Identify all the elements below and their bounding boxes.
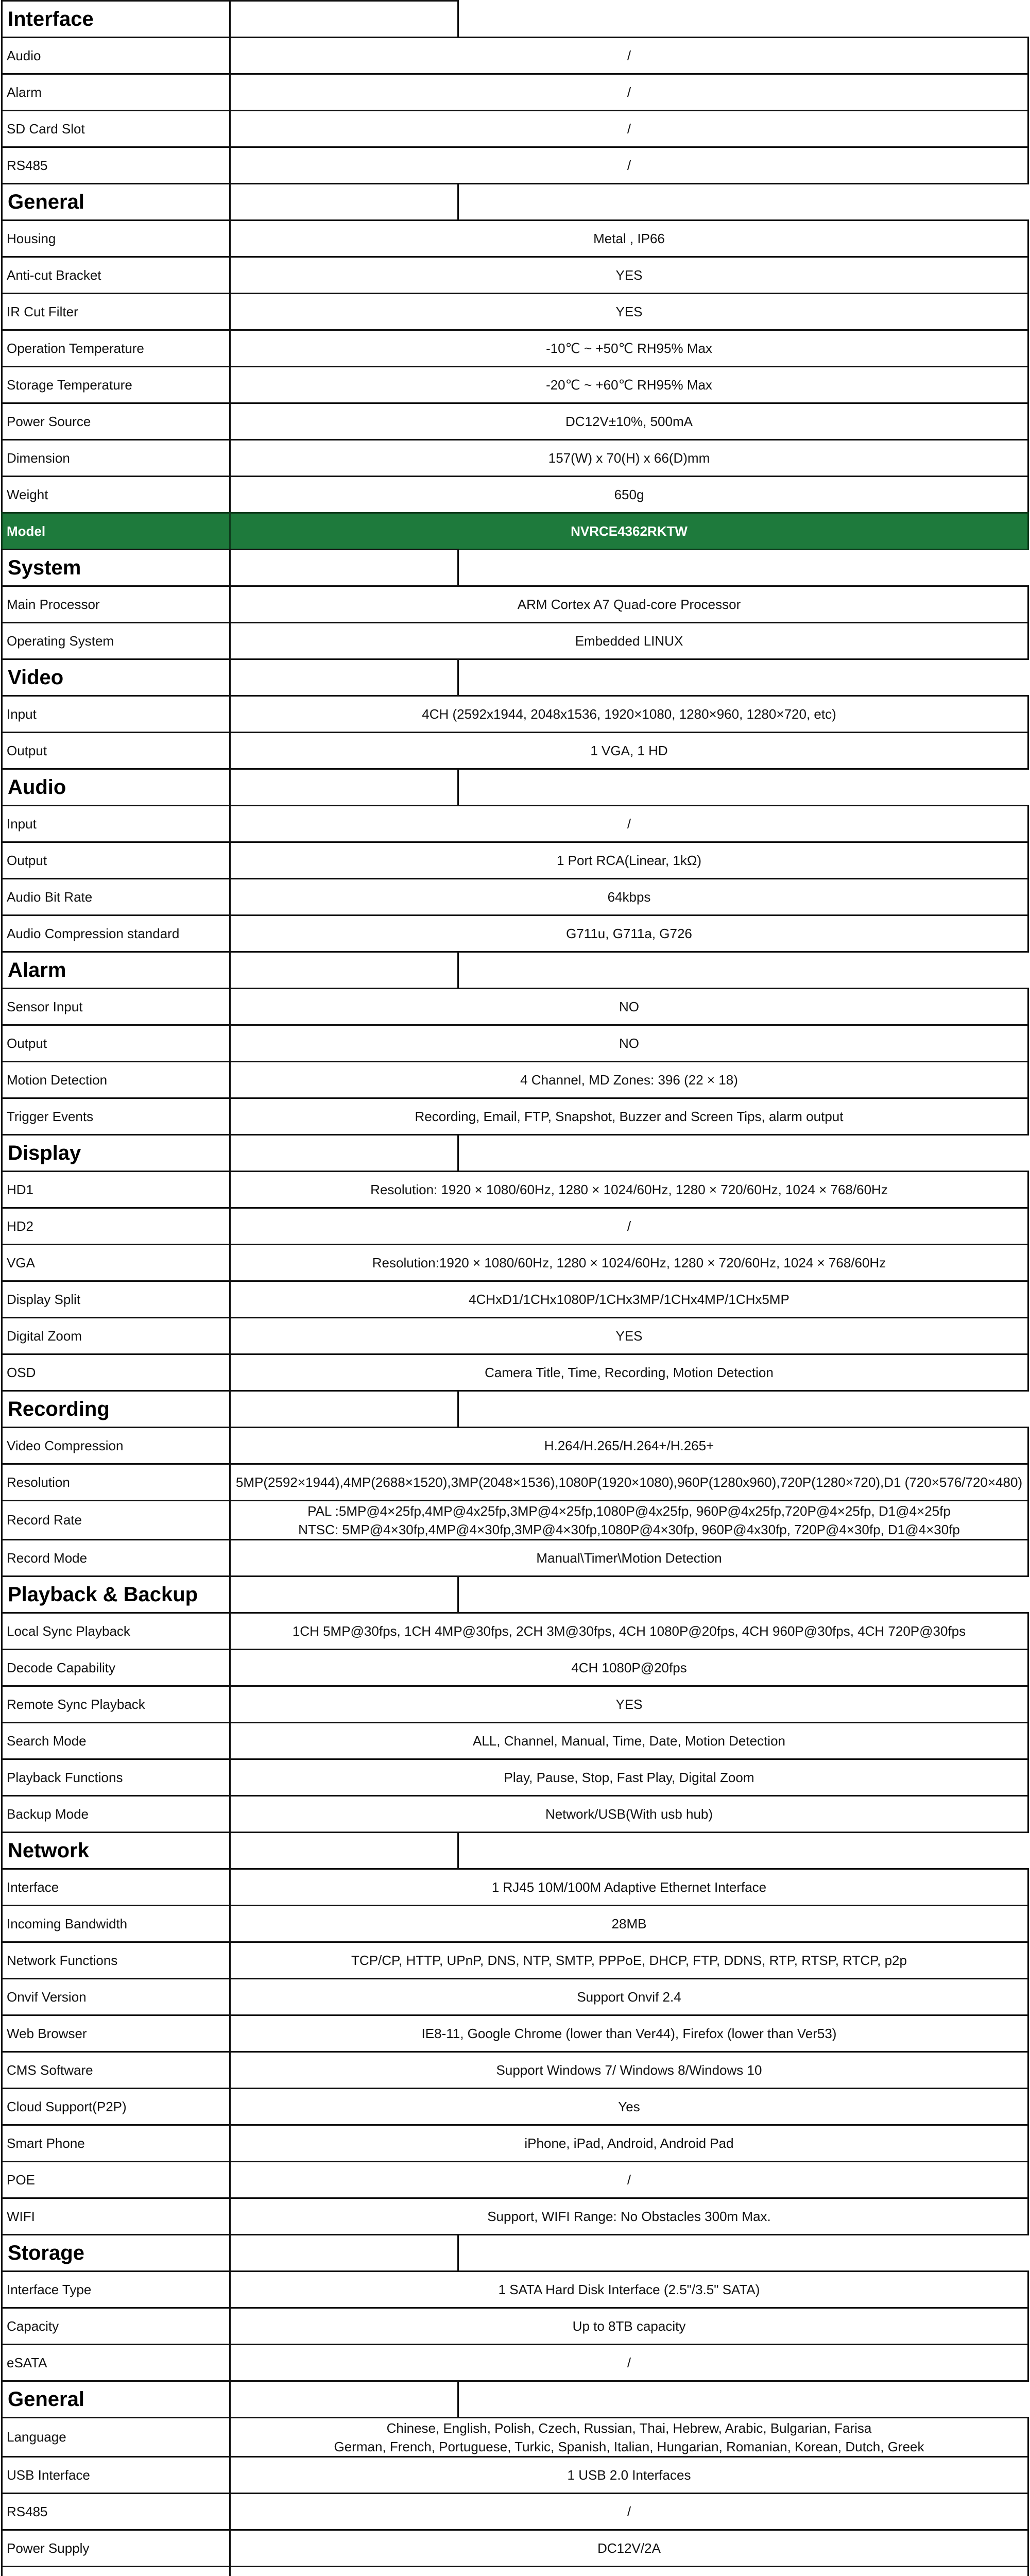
section-header-interface: [0, 0, 1030, 38]
spec-label: [1, 2566, 231, 2576]
spec-row-output: [0, 1024, 1030, 1062]
section-header-display: [0, 1134, 1030, 1172]
spec-value: 4CH (2592x1944, 2048x1536, 1920×1080, 1280×960, 1280×720, etc): [229, 695, 1029, 733]
spec-row-decode-capability: [0, 1649, 1030, 1687]
spec-row-weight: [0, 476, 1030, 514]
spec-value: 1 VGA, 1 HD: [229, 732, 1029, 770]
spec-row-local-sync-playback: [0, 1612, 1030, 1650]
spec-label: USB Interface: [1, 2456, 231, 2494]
spec-value: Support Windows 7/ Windows 8/Windows 10: [229, 2051, 1029, 2089]
spec-value: 1CH 5MP@30fps, 1CH 4MP@30fps, 2CH 3M@30fps, 4CH 1080P@20fps, 4CH 960P@30fps, 4CH 720P@30fps: [229, 1612, 1029, 1650]
section-spacer: [229, 183, 459, 221]
spec-label: Remote Sync Playback: [1, 1685, 231, 1723]
spec-row-backup-mode: [0, 1795, 1030, 1833]
section-header-storage: [0, 2234, 1030, 2272]
spec-value: /: [229, 1207, 1029, 1245]
section-title: Network: [1, 1832, 231, 1870]
spec-row-smart-phone: [0, 2124, 1030, 2162]
spec-value: 64kbps: [229, 878, 1029, 916]
spec-row-working-environment: [0, 2566, 1030, 2576]
spec-row-housing: [0, 219, 1030, 258]
section-title: Interface: [1, 0, 231, 38]
section-spacer: [229, 0, 459, 38]
section-spacer: [229, 1575, 459, 1614]
spec-label: Audio: [1, 37, 231, 75]
spec-label: Digital Zoom: [1, 1317, 231, 1355]
spec-label: Smart Phone: [1, 2124, 231, 2162]
spec-value-line: Chinese, English, Polish, Czech, Russian, Thai, Hebrew, Arabic, Bulgarian, Farisa: [386, 2420, 872, 2436]
spec-label: OSD: [1, 1353, 231, 1392]
section-spacer: [229, 658, 459, 697]
spec-label: RS485: [1, 146, 231, 184]
spec-value: -20℃ ~ +60℃ RH95% Max: [229, 366, 1029, 404]
section-header-playback-backup: [0, 1575, 1030, 1614]
section-title: Storage: [1, 2234, 231, 2272]
section-title: Video: [1, 658, 231, 697]
spec-row-model: [0, 512, 1030, 550]
spec-label: Search Mode: [1, 1722, 231, 1760]
spec-row-hd2: [0, 1207, 1030, 1245]
spec-value: DC12V±10%, 500mA: [229, 402, 1029, 440]
spec-label: Trigger Events: [1, 1097, 231, 1136]
spec-value: NVRCE4362RKTW: [229, 512, 1029, 550]
spec-label: Operating System: [1, 622, 231, 660]
spec-row-network-functions: [0, 1941, 1030, 1979]
spec-row-wifi: [0, 2197, 1030, 2235]
section-header-network: [0, 1832, 1030, 1870]
section-title: Recording: [1, 1390, 231, 1428]
spec-value: G711u, G711a, G726: [229, 914, 1029, 953]
spec-value: Play, Pause, Stop, Fast Play, Digital Zoom: [229, 1758, 1029, 1797]
spec-value-line: NTSC: 5MP@4×30fp,4MP@4×30fp,3MP@4×30fp,1080P@4×30fp, 960P@4x30fp, 720P@4×30fp, D1@4×30fp: [298, 1521, 960, 1537]
spec-row-osd: [0, 1353, 1030, 1392]
spec-row-web-browser: [0, 2014, 1030, 2053]
spec-value: 650g: [229, 476, 1029, 514]
spec-value: [229, 1500, 1029, 1540]
spec-label: Weight: [1, 476, 231, 514]
spec-value: 1 RJ45 10M/100M Adaptive Ethernet Interface: [229, 1868, 1029, 1906]
spec-value: /: [229, 805, 1029, 843]
spec-label: SD Card Slot: [1, 110, 231, 148]
spec-value-line: PAL :5MP@4×25fp,4MP@4x25fp,3MP@4×25fp,1080P@4x25fp, 960P@4x25fp,720P@4×25fp, D1@4×25fp: [307, 1503, 951, 1519]
spec-row-motion-detection: [0, 1061, 1030, 1099]
spec-value: /: [229, 2493, 1029, 2531]
spec-row-cloud-support-p2p: [0, 2088, 1030, 2126]
spec-value: [229, 2566, 1029, 2576]
spec-row-cms-software: [0, 2051, 1030, 2089]
spec-row-poe: [0, 2161, 1030, 2199]
spec-row-hd1: [0, 1171, 1030, 1209]
spec-value: NO: [229, 988, 1029, 1026]
spec-label: Interface Type: [1, 2270, 231, 2309]
spec-value: Metal , IP66: [229, 219, 1029, 258]
spec-value: 1 SATA Hard Disk Interface (2.5"/3.5" SATA): [229, 2270, 1029, 2309]
spec-label: Web Browser: [1, 2014, 231, 2053]
spec-row-display-split: [0, 1280, 1030, 1318]
section-spacer: [229, 2380, 459, 2418]
spec-label: CMS Software: [1, 2051, 231, 2089]
section-header-general: [0, 2380, 1030, 2418]
spec-label: Output: [1, 841, 231, 879]
spec-label: Network Functions: [1, 1941, 231, 1979]
spec-value: 1 Port RCA(Linear, 1kΩ): [229, 841, 1029, 879]
spec-value: Support, WIFI Range: No Obstacles 300m Max.: [229, 2197, 1029, 2235]
spec-value: ALL, Channel, Manual, Time, Date, Motion Detection: [229, 1722, 1029, 1760]
spec-label: Main Processor: [1, 585, 231, 623]
spec-value: -10℃ ~ +50℃ RH95% Max: [229, 329, 1029, 367]
spec-label: Input: [1, 695, 231, 733]
section-spacer: [229, 1832, 459, 1870]
spec-value: 1 USB 2.0 Interfaces: [229, 2456, 1029, 2494]
section-title: Playback & Backup: [1, 1575, 231, 1614]
spec-row-input: [0, 695, 1030, 733]
spec-label: RS485: [1, 2493, 231, 2531]
spec-label: Playback Functions: [1, 1758, 231, 1797]
spec-value: /: [229, 2344, 1029, 2382]
spec-row-language: [0, 2417, 1030, 2458]
spec-row-sensor-input: [0, 988, 1030, 1026]
spec-value: DC12V/2A: [229, 2529, 1029, 2567]
section-spacer: [229, 1134, 459, 1172]
spec-row-ir-cut-filter: [0, 293, 1030, 331]
spec-label: HD1: [1, 1171, 231, 1209]
spec-value: 4CH 1080P@20fps: [229, 1649, 1029, 1687]
spec-row-dimension: [0, 439, 1030, 477]
section-spacer: [229, 1390, 459, 1428]
spec-value: 4 Channel, MD Zones: 396 (22 × 18): [229, 1061, 1029, 1099]
spec-row-output: [0, 841, 1030, 879]
spec-value: YES: [229, 1317, 1029, 1355]
section-header-video: [0, 658, 1030, 697]
spec-row-sd-card-slot: [0, 110, 1030, 148]
section-spacer: [229, 549, 459, 587]
spec-value: 4CHxD1/1CHx1080P/1CHx3MP/1CHx4MP/1CHx5MP: [229, 1280, 1029, 1318]
spec-label: WIFI: [1, 2197, 231, 2235]
spec-label: Local Sync Playback: [1, 1612, 231, 1650]
spec-value: /: [229, 37, 1029, 75]
spec-label: Anti-cut Bracket: [1, 256, 231, 294]
spec-value: YES: [229, 256, 1029, 294]
section-title: Display: [1, 1134, 231, 1172]
spec-row-esata: [0, 2344, 1030, 2382]
spec-row-record-mode: [0, 1539, 1030, 1577]
spec-row-trigger-events: [0, 1097, 1030, 1136]
section-header-system: [0, 549, 1030, 587]
spec-row-resolution: [0, 1463, 1030, 1501]
spec-row-digital-zoom: [0, 1317, 1030, 1355]
spec-value: Recording, Email, FTP, Snapshot, Buzzer and Screen Tips, alarm output: [229, 1097, 1029, 1136]
section-header-general: [0, 183, 1030, 221]
spec-value: Up to 8TB capacity: [229, 2307, 1029, 2345]
spec-row-anti-cut-bracket: [0, 256, 1030, 294]
spec-label: Onvif Version: [1, 1978, 231, 2016]
spec-row-power-source: [0, 402, 1030, 440]
spec-value: 28MB: [229, 1905, 1029, 1943]
spec-value: /: [229, 146, 1029, 184]
spec-value: Embedded LINUX: [229, 622, 1029, 660]
spec-value: iPhone, iPad, Android, Android Pad: [229, 2124, 1029, 2162]
section-spacer: [229, 2234, 459, 2272]
spec-value: Resolution: 1920 × 1080/60Hz, 1280 × 1024/60Hz, 1280 × 720/60Hz, 1024 × 768/60Hz: [229, 1171, 1029, 1209]
spec-label: Storage Temperature: [1, 366, 231, 404]
section-title: System: [1, 549, 231, 587]
section-title: General: [1, 2380, 231, 2418]
spec-label: Record Rate: [1, 1500, 231, 1540]
spec-value: H.264/H.265/H.264+/H.265+: [229, 1427, 1029, 1465]
spec-value: ARM Cortex A7 Quad-core Processor: [229, 585, 1029, 623]
spec-row-storage-temperature: [0, 366, 1030, 404]
spec-row-audio-compression-standard: [0, 914, 1030, 953]
spec-row-remote-sync-playback: [0, 1685, 1030, 1723]
section-header-audio: [0, 768, 1030, 806]
spec-row-main-processor: [0, 585, 1030, 623]
spec-row-operating-system: [0, 622, 1030, 660]
spec-label: Resolution: [1, 1463, 231, 1501]
spec-value: 157(W) x 70(H) x 66(D)mm: [229, 439, 1029, 477]
section-spacer: [229, 951, 459, 989]
spec-row-rs485: [0, 2493, 1030, 2531]
spec-label: Power Source: [1, 402, 231, 440]
spec-label: IR Cut Filter: [1, 293, 231, 331]
spec-label: Alarm: [1, 73, 231, 111]
spec-value: Resolution:1920 × 1080/60Hz, 1280 × 1024/60Hz, 1280 × 720/60Hz, 1024 × 768/60Hz: [229, 1244, 1029, 1282]
spec-row-output: [0, 732, 1030, 770]
spec-label: Video Compression: [1, 1427, 231, 1465]
spec-value: YES: [229, 293, 1029, 331]
spec-label: Model: [1, 512, 231, 550]
spec-label: Output: [1, 732, 231, 770]
spec-value: Yes: [229, 2088, 1029, 2126]
section-title: General: [1, 183, 231, 221]
spec-value: /: [229, 73, 1029, 111]
spec-value: TCP/CP, HTTP, UPnP, DNS, NTP, SMTP, PPPoE, DHCP, FTP, DDNS, RTP, RTSP, RTCP, p2p: [229, 1941, 1029, 1979]
spec-label: Language: [1, 2417, 231, 2458]
spec-row-incoming-bandwidth: [0, 1905, 1030, 1943]
spec-value-line: German, French, Portuguese, Turkic, Spanish, Italian, Hungarian, Romanian, Korean, Dutch, Greek: [334, 2438, 924, 2454]
spec-row-record-rate: [0, 1500, 1030, 1540]
spec-label: Power Supply: [1, 2529, 231, 2567]
spec-row-power-supply: [0, 2529, 1030, 2567]
spec-value: [229, 2417, 1029, 2458]
spec-label: Cloud Support(P2P): [1, 2088, 231, 2126]
spec-value: Support Onvif 2.4: [229, 1978, 1029, 2016]
spec-row-onvif-version: [0, 1978, 1030, 2016]
spec-label: Output: [1, 1024, 231, 1062]
spec-value: Network/USB(With usb hub): [229, 1795, 1029, 1833]
spec-label: Decode Capability: [1, 1649, 231, 1687]
spec-row-interface: [0, 1868, 1030, 1906]
spec-row-rs485: [0, 146, 1030, 184]
spec-label: Record Mode: [1, 1539, 231, 1577]
spec-value: 5MP(2592×1944),4MP(2688×1520),3MP(2048×1536),1080P(1920×1080),960P(1280x960),720P(1280×720),D1 (720×576/720×480): [229, 1463, 1029, 1501]
spec-label: Interface: [1, 1868, 231, 1906]
spec-value: /: [229, 110, 1029, 148]
spec-label: Audio Bit Rate: [1, 878, 231, 916]
spec-label: Audio Compression standard: [1, 914, 231, 953]
spec-row-alarm: [0, 73, 1030, 111]
spec-row-operation-temperature: [0, 329, 1030, 367]
spec-value: /: [229, 2161, 1029, 2199]
spec-label: HD2: [1, 1207, 231, 1245]
spec-label: Sensor Input: [1, 988, 231, 1026]
section-title: Alarm: [1, 951, 231, 989]
spec-label: VGA: [1, 1244, 231, 1282]
spec-row-audio: [0, 37, 1030, 75]
spec-label: Backup Mode: [1, 1795, 231, 1833]
section-title: Audio: [1, 768, 231, 806]
spec-label: Housing: [1, 219, 231, 258]
spec-label: Input: [1, 805, 231, 843]
spec-row-vga: [0, 1244, 1030, 1282]
section-spacer: [229, 768, 459, 806]
spec-value: Camera Title, Time, Recording, Motion Detection: [229, 1353, 1029, 1392]
spec-row-audio-bit-rate: [0, 878, 1030, 916]
spec-label: eSATA: [1, 2344, 231, 2382]
spec-label: Dimension: [1, 439, 231, 477]
spec-label: Incoming Bandwidth: [1, 1905, 231, 1943]
spec-value: YES: [229, 1685, 1029, 1723]
spec-label: Motion Detection: [1, 1061, 231, 1099]
spec-row-video-compression: [0, 1427, 1030, 1465]
spec-value: Manual\Timer\Motion Detection: [229, 1539, 1029, 1577]
spec-label: Capacity: [1, 2307, 231, 2345]
spec-row-input: [0, 805, 1030, 843]
section-header-alarm: [0, 951, 1030, 989]
spec-row-playback-functions: [0, 1758, 1030, 1797]
spec-row-usb-interface: [0, 2456, 1030, 2494]
spec-label: Operation Temperature: [1, 329, 231, 367]
spec-row-search-mode: [0, 1722, 1030, 1760]
spec-label: Display Split: [1, 1280, 231, 1318]
spec-value: IE8-11, Google Chrome (lower than Ver44), Firefox (lower than Ver53): [229, 2014, 1029, 2053]
section-header-recording: [0, 1390, 1030, 1428]
spec-row-capacity: [0, 2307, 1030, 2345]
spec-row-interface-type: [0, 2270, 1030, 2309]
spec-value: NO: [229, 1024, 1029, 1062]
spec-label: POE: [1, 2161, 231, 2199]
